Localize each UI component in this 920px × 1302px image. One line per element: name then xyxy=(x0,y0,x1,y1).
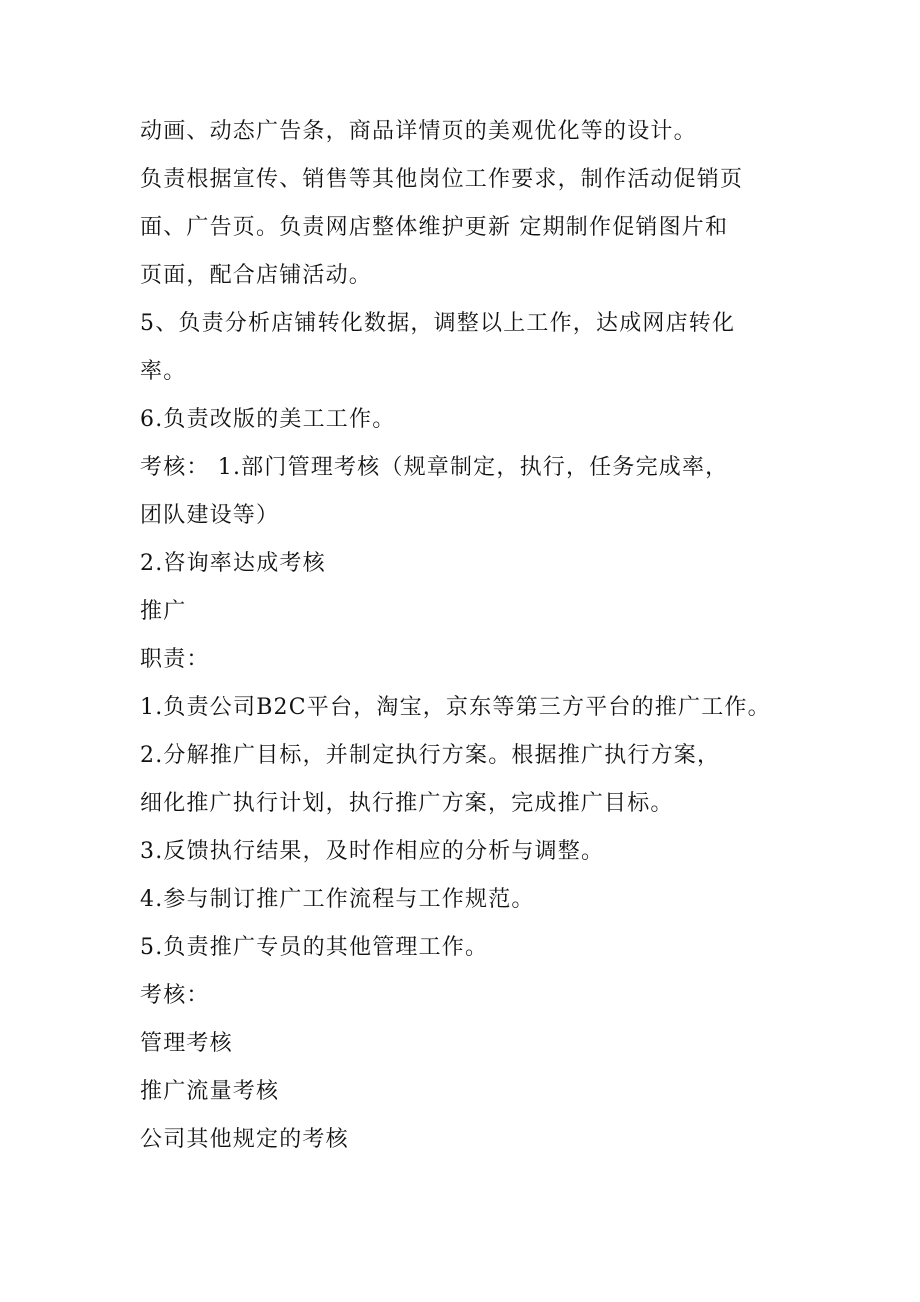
text-line: 率。 xyxy=(140,359,187,384)
document-body xyxy=(140,108,800,1164)
text-line: 面、广告页。负责网店整体维护更新 定期制作促销图片和 xyxy=(140,215,729,240)
text-line: 5、负责分析店铺转化数据，调整以上工作，达成网店转化 xyxy=(140,311,736,336)
text-line: 动画、动态广告条，商品详情页的美观优化等的设计。 xyxy=(140,119,697,144)
text-line: 1.负责公司B2C平台，淘宝，京东等第三方平台的推广工作。 xyxy=(140,695,771,720)
text-line: 5.负责推广专员的其他管理工作。 xyxy=(140,935,489,960)
text-line: 推广流量考核 xyxy=(140,1079,280,1104)
text-line: 考核： 1.部门管理考核（规章制定，执行，任务完成率， xyxy=(140,455,729,480)
text-line: 页面，配合店铺活动。 xyxy=(140,263,373,288)
text-line: 4.参与制订推广工作流程与工作规范。 xyxy=(140,887,535,912)
text-line: 2.分解推广目标，并制定执行方案。根据推广执行方案， xyxy=(140,743,721,768)
text-line: 公司其他规定的考核 xyxy=(140,1127,349,1152)
text-line: 负责根据宣传、销售等其他岗位工作要求，制作活动促销页 xyxy=(140,167,744,192)
text-line: 2.咨询率达成考核 xyxy=(140,551,326,576)
text-line: 6.负责改版的美工工作。 xyxy=(140,407,396,432)
text-line: 团队建设等） xyxy=(140,503,280,528)
text-line: 细化推广执行计划，执行推广方案，完成推广目标。 xyxy=(140,791,674,816)
text-line: 3.反馈执行结果，及时作相应的分析与调整。 xyxy=(140,839,605,864)
text-line: 考核： xyxy=(140,983,210,1008)
text-line: 管理考核 xyxy=(140,1031,233,1056)
text-line: 职责： xyxy=(140,647,210,672)
section-heading: 推广 xyxy=(140,599,187,624)
